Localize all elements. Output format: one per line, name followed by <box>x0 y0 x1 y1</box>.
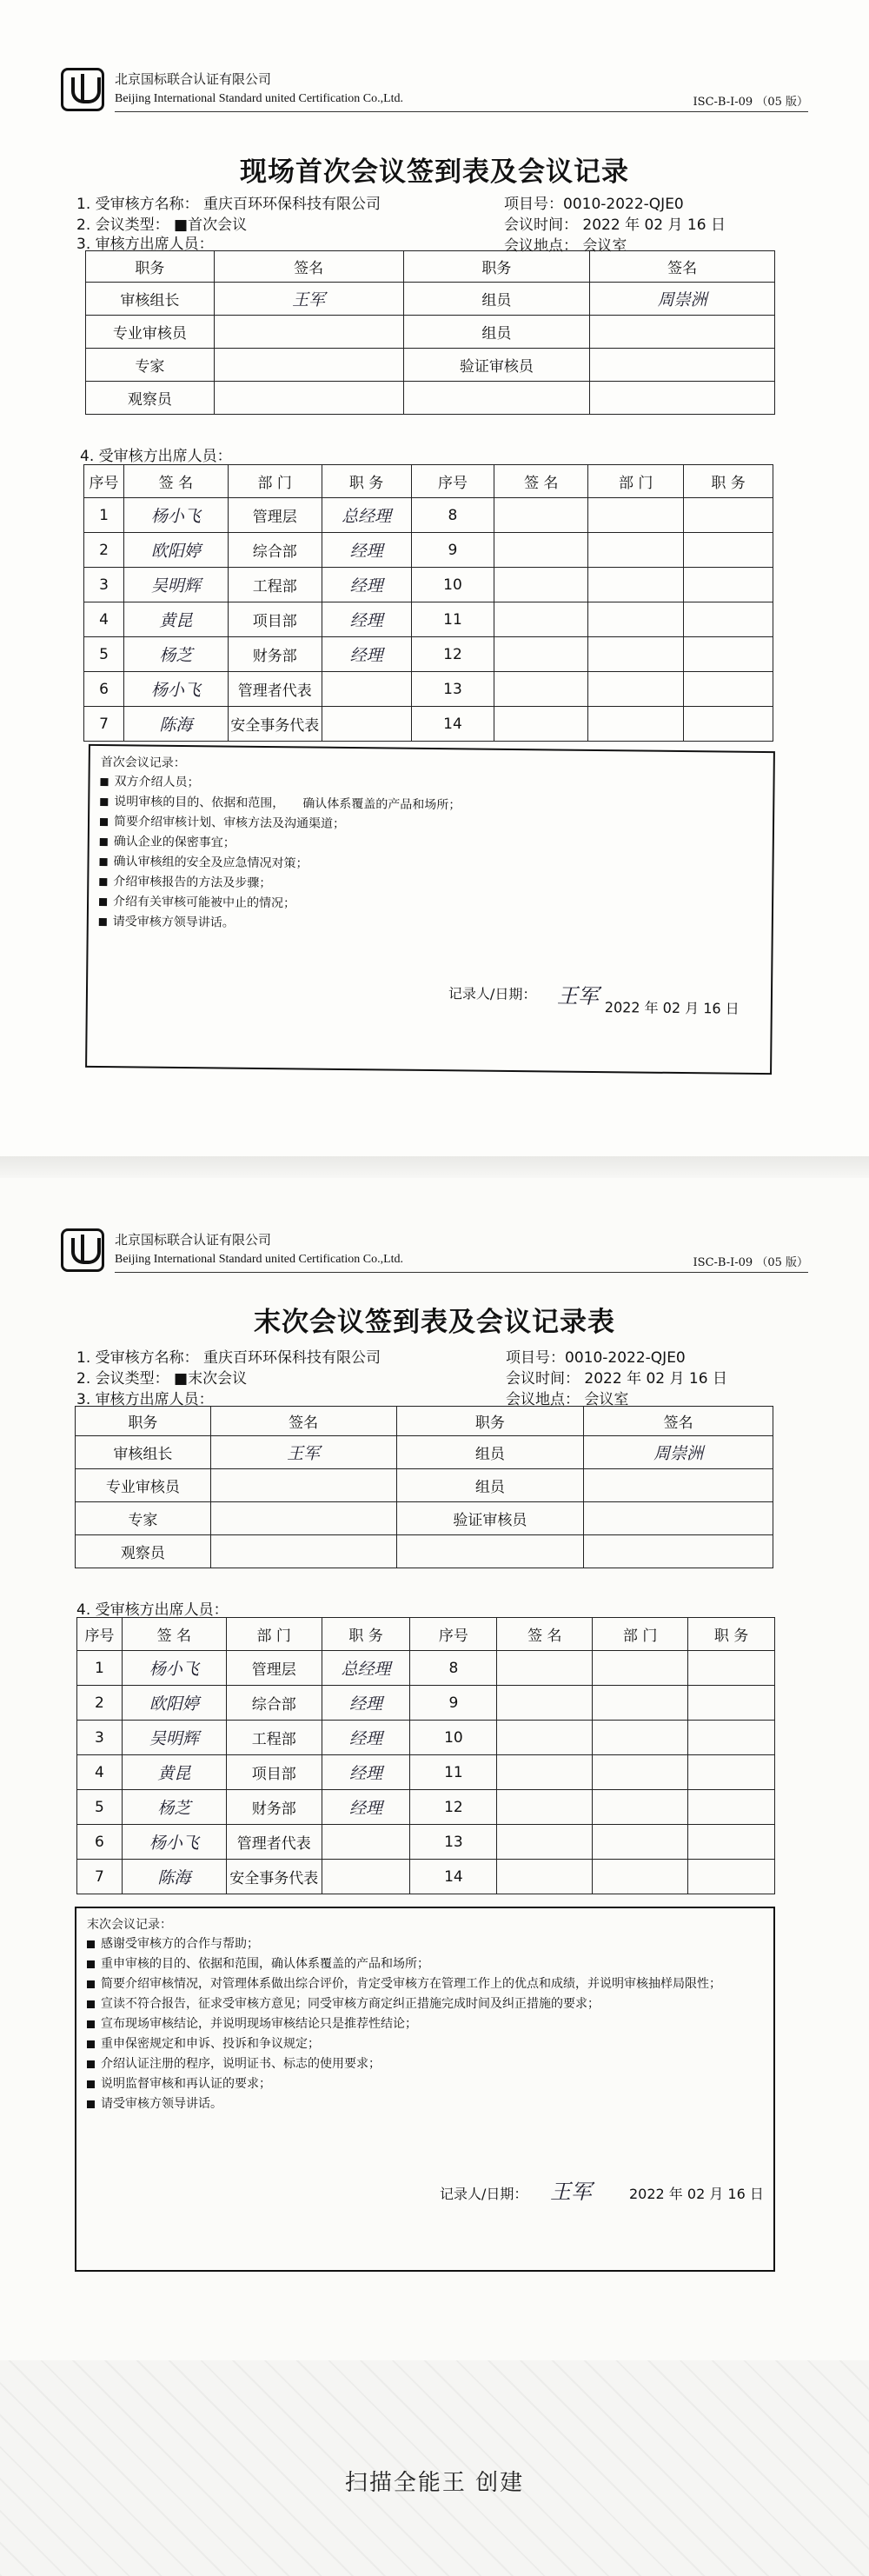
auditee-name: 1. 受审核方名称： 重庆百环环保科技有限公司 <box>76 1349 381 1367</box>
list-item: 介绍认证注册的程序，说明证书、标志的使用要求； <box>87 2054 773 2074</box>
attendee-signature: 欧阳婷 <box>122 1686 226 1721</box>
header-rule <box>115 111 808 112</box>
signature-leader: 王军 <box>214 283 403 316</box>
meeting-place: 会议地点： 会议室 <box>506 1391 629 1408</box>
record-list <box>89 772 773 939</box>
role-verifier: 验证审核员 <box>403 349 590 382</box>
recorder-label: 记录人/日期： <box>440 2186 528 2202</box>
list-item: 感谢受审核方的合作与帮助； <box>87 1934 773 1954</box>
list-item: 请受审核方领导讲话。 <box>87 2094 773 2114</box>
doc-number: ISC-B-I-09 （05 版） <box>693 96 808 109</box>
list-item: 重申审核的目的、依据和范围，确认体系覆盖的产品和场所； <box>87 1954 773 1974</box>
role-member-2: 组员 <box>403 316 590 349</box>
auditor-table <box>85 250 775 415</box>
list-item: 确认审核组的安全及应急情况对策； <box>99 852 772 879</box>
att-col-title2: 职 务 <box>684 465 773 498</box>
attendee-signature: 杨小飞 <box>123 498 228 533</box>
role-member-2: 组员 <box>396 1469 584 1502</box>
attendee-signature: 杨芝 <box>123 637 228 672</box>
table-row: 3 吴明辉 工程部 经理 10 <box>77 1721 775 1755</box>
att-col-title: 职 务 <box>322 1618 410 1651</box>
role-leader: 审核组长 <box>76 1436 211 1469</box>
attendee-signature: 陈海 <box>123 707 228 742</box>
att-col-title: 职 务 <box>322 465 411 498</box>
role-member: 组员 <box>396 1436 584 1469</box>
attendee-signature: 陈海 <box>122 1860 226 1894</box>
meeting-type: 2. 会议类型： ■首次会议 <box>76 216 248 234</box>
table-row: 3 吴明辉 工程部 经理 10 <box>84 568 773 602</box>
table-row: 7 陈海 安全事务代表 14 <box>84 707 773 742</box>
role-expert: 专家 <box>76 1502 211 1535</box>
att-col-no: 序号 <box>84 465 124 498</box>
scanner-watermark <box>0 2360 869 2576</box>
list-item: 宣布现场审核结论，并说明现场审核结论只是推荐性结论； <box>87 2014 773 2034</box>
list-item: 说明监督审核和再认证的要求； <box>87 2074 773 2094</box>
recorder-label: 记录人/日期： <box>448 985 537 1003</box>
meeting-type: 2. 会议类型： ■末次会议 <box>76 1370 248 1388</box>
col-role2: 职务 <box>396 1407 584 1436</box>
doc-number: ISC-B-I-09 （05 版） <box>693 1256 808 1269</box>
table-row: 7 陈海 安全事务代表 14 <box>77 1860 775 1894</box>
table-row: 1 杨小飞 管理层 总经理 8 <box>84 498 773 533</box>
role-observer: 观察员 <box>86 382 215 415</box>
page-gap <box>0 1156 869 1178</box>
att-col-sign: 签 名 <box>123 465 228 498</box>
list-item: 重申保密规定和申诉、投诉和争议规定； <box>87 2034 773 2054</box>
role-verifier: 验证审核员 <box>396 1502 584 1535</box>
list-item: 简要介绍审核计划、审核方法及沟通渠道； <box>100 812 773 839</box>
att-col-sign: 签 名 <box>122 1618 226 1651</box>
meeting-place: 会议地点： 会议室 <box>504 237 627 255</box>
org-name-en: Beijing International Standard united Certification Co.,Ltd. <box>115 92 404 105</box>
list-item: 宣读不符合报告，征求受审核方意见；同受审核方商定纠正措施完成时间及纠正措施的要求； <box>87 1994 773 2014</box>
attendee-signature: 吴明辉 <box>123 568 228 602</box>
table-row: 6 杨小飞 管理者代表 13 <box>84 672 773 707</box>
table-row: 6 杨小飞 管理者代表 13 <box>77 1825 775 1860</box>
col-role2: 职务 <box>403 251 590 283</box>
org-name-cn: 北京国标联合认证有限公司 <box>115 1232 272 1248</box>
signature-member: 周崇洲 <box>584 1436 773 1469</box>
table-row: 2 欧阳婷 综合部 经理 9 <box>77 1686 775 1721</box>
sheet-header <box>61 1221 826 1300</box>
col-role: 职务 <box>86 251 215 283</box>
record-list <box>76 1934 773 2114</box>
attendee-table <box>76 1617 775 1894</box>
list-item: 请受审核方领导讲话。 <box>99 912 772 939</box>
role-observer: 观察员 <box>76 1535 211 1568</box>
meeting-time: 会议时间： 2022 年 02 月 16 日 <box>504 216 726 234</box>
att-col-dept: 部 门 <box>226 1618 322 1651</box>
att-col-no: 序号 <box>77 1618 123 1651</box>
attendee-signature: 杨小飞 <box>122 1651 226 1686</box>
table-row: 4 黄昆 项目部 经理 11 <box>84 602 773 637</box>
auditors-label: 3. 审核方出席人员： <box>76 1391 214 1408</box>
attendee-signature: 黄昆 <box>122 1755 226 1790</box>
att-col-sign2: 签 名 <box>494 465 588 498</box>
meeting-time: 会议时间： 2022 年 02 月 16 日 <box>506 1370 727 1388</box>
isc-logo-icon <box>61 1228 104 1272</box>
record-title: 末次会议记录： <box>87 1918 172 1932</box>
col-sign: 签名 <box>210 1407 396 1436</box>
att-col-sign2: 签 名 <box>497 1618 593 1651</box>
att-col-dept2: 部 门 <box>593 1618 688 1651</box>
first-meeting-sheet <box>0 0 869 1156</box>
page-title: 末次会议签到表及会议记录表 <box>254 1307 615 1338</box>
first-meeting-record <box>85 744 775 1075</box>
page-title: 现场首次会议签到表及会议记录 <box>240 156 629 188</box>
role-member: 组员 <box>403 283 590 316</box>
signature-leader: 王军 <box>210 1436 396 1469</box>
recorder-signature: 王军 <box>556 983 600 1009</box>
org-name-en: Beijing International Standard united Certification Co.,Ltd. <box>115 1253 404 1266</box>
attendees-label: 4. 受审核方出席人员： <box>80 448 232 465</box>
watermark-text: 扫描全能王 创建 <box>344 2470 525 2496</box>
project-no: 项目号：0010-2022-QJE0 <box>504 196 684 213</box>
role-specialist: 专业审核员 <box>76 1469 211 1502</box>
table-row: 4 黄昆 项目部 经理 11 <box>77 1755 775 1790</box>
list-item: 确认企业的保密事宜； <box>100 832 773 859</box>
list-item: 介绍审核报告的方法及步骤； <box>99 872 772 899</box>
att-col-no2: 序号 <box>411 465 494 498</box>
org-name-cn: 北京国标联合认证有限公司 <box>115 71 272 87</box>
recorder-date: 2022 年 02 月 16 日 <box>604 999 740 1017</box>
table-row: 5 杨芝 财务部 经理 12 <box>84 637 773 672</box>
attendee-table <box>83 464 773 742</box>
col-sign2: 签名 <box>584 1407 773 1436</box>
list-item: 说明审核的目的、依据和范围， 确认体系覆盖的产品和场所； <box>100 792 773 819</box>
list-item: 简要介绍审核情况，对管理体系做出综合评价，肯定受审核方在管理工作上的优点和成绩，并说明审核抽样局限性； <box>87 1974 773 1994</box>
auditors-label: 3. 审核方出席人员： <box>76 236 214 253</box>
last-meeting-sheet <box>0 1178 869 2360</box>
role-expert: 专家 <box>86 349 215 382</box>
project-no: 项目号：0010-2022-QJE0 <box>506 1349 686 1367</box>
last-meeting-record <box>75 1907 775 2272</box>
col-sign: 签名 <box>214 251 403 283</box>
col-sign2: 签名 <box>590 251 775 283</box>
recorder-signature: 王军 <box>550 2180 592 2204</box>
signature-member: 周崇洲 <box>590 283 775 316</box>
attendee-signature: 黄昆 <box>123 602 228 637</box>
attendee-signature: 欧阳婷 <box>123 533 228 568</box>
att-col-no2: 序号 <box>410 1618 497 1651</box>
att-col-dept: 部 门 <box>228 465 322 498</box>
sheet-header <box>61 61 826 139</box>
att-col-title2: 职 务 <box>688 1618 775 1651</box>
auditee-name: 1. 受审核方名称： 重庆百环环保科技有限公司 <box>76 196 381 213</box>
record-title: 首次会议记录： <box>100 755 186 771</box>
auditor-table <box>75 1406 773 1568</box>
list-item: 双方介绍人员； <box>100 772 773 799</box>
att-col-dept2: 部 门 <box>588 465 684 498</box>
attendees-label: 4. 受审核方出席人员： <box>76 1601 229 1619</box>
attendee-signature: 杨芝 <box>122 1790 226 1825</box>
table-row: 2 欧阳婷 综合部 经理 9 <box>84 533 773 568</box>
attendee-signature: 杨小飞 <box>123 672 228 707</box>
isc-logo-icon <box>61 68 104 111</box>
table-row: 5 杨芝 财务部 经理 12 <box>77 1790 775 1825</box>
attendee-signature: 吴明辉 <box>122 1721 226 1755</box>
header-rule <box>115 1272 808 1273</box>
recorder-date: 2022 年 02 月 16 日 <box>629 2186 764 2202</box>
list-item: 介绍有关审核可能被中止的情况； <box>99 892 772 919</box>
role-leader: 审核组长 <box>86 283 215 316</box>
table-row: 1 杨小飞 管理层 总经理 8 <box>77 1651 775 1686</box>
role-specialist: 专业审核员 <box>86 316 215 349</box>
col-role: 职务 <box>76 1407 211 1436</box>
attendee-signature: 杨小飞 <box>122 1825 226 1860</box>
